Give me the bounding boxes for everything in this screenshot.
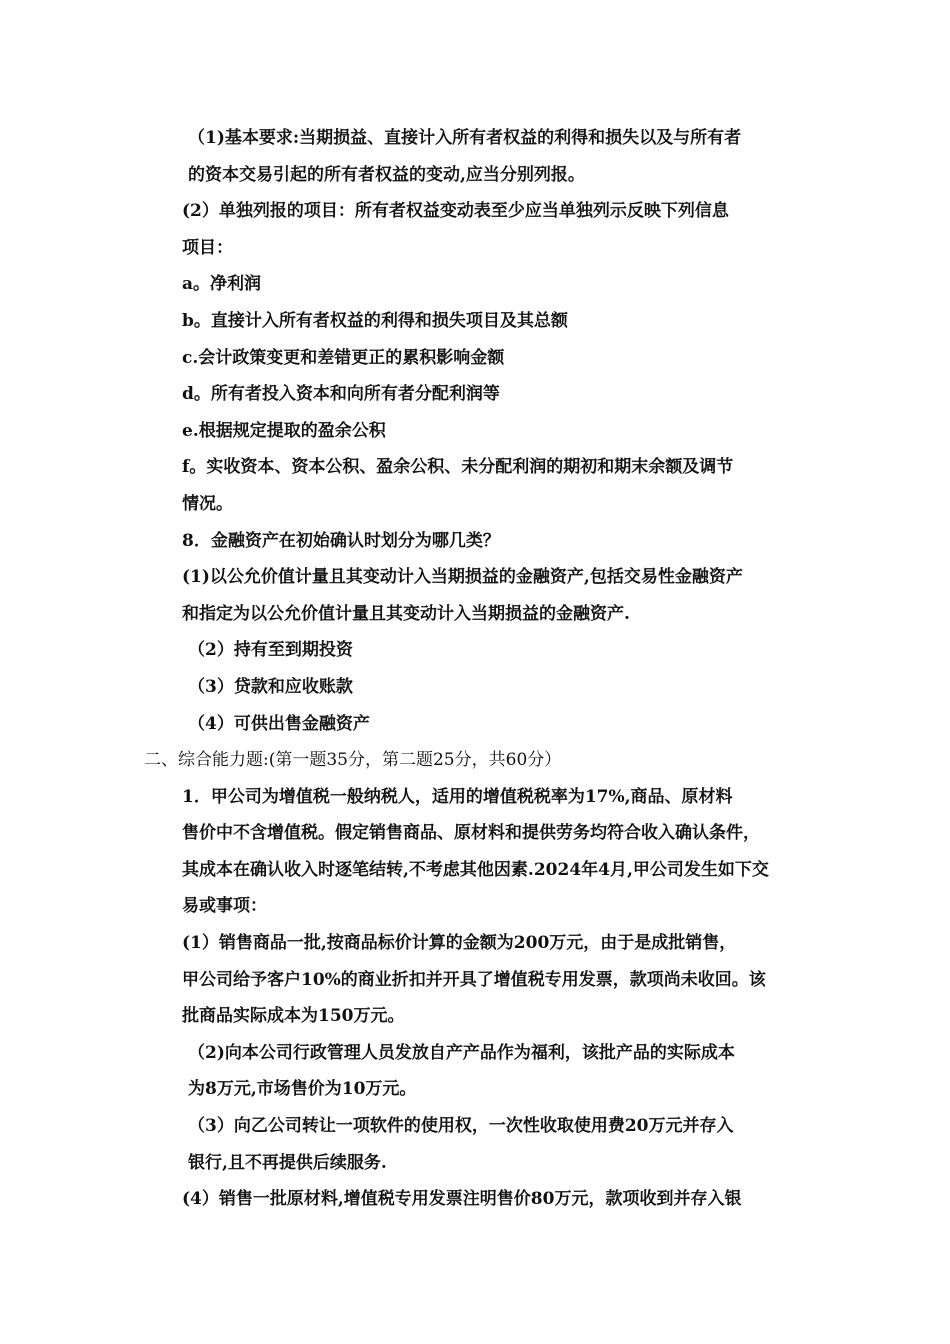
list-item-d: [144, 376, 808, 413]
text-line: 8．金融资产在初始确认时划分为哪几类？: [182, 530, 500, 551]
list-item-e: [144, 413, 808, 450]
question-1-item-1: [144, 925, 808, 1035]
paragraph-separate-items: [144, 193, 808, 266]
text-line: 二、综合能力题:(第一题35分，第二题25分，共60分）: [144, 750, 562, 771]
answer-8-item-4: [144, 706, 808, 743]
text-line: 的资本交易引起的所有者权益的变动,应当分别列报。: [188, 164, 585, 185]
text-line: 银行,且不再提供后续服务.: [188, 1152, 387, 1173]
text-line: 售价中不含增值税。假定销售商品、原材料和提供劳务均符合收入确认条件，: [182, 823, 760, 844]
text-line: (2）单独列报的项目：所有者权益变动表至少应当单独列示反映下列信息: [182, 201, 729, 222]
text-line: 其成本在确认收入时逐笔结转,不考虑其他因素.2024年4月,甲公司发生如下交: [182, 859, 769, 880]
text-line: 项目：: [182, 237, 233, 258]
list-item-b: [144, 303, 808, 340]
list-item-a: [144, 266, 808, 303]
text-line: e.根据规定提取的盈余公积: [182, 420, 386, 441]
text-line: 为8万元,市场售价为10万元。: [188, 1079, 417, 1100]
text-line: 批商品实际成本为150万元。: [182, 1006, 405, 1027]
text-line: （4）可供出售金融资产: [188, 713, 370, 734]
question-8-heading: [144, 523, 808, 560]
question-1-item-3: [144, 1108, 808, 1181]
text-line: b。直接计入所有者权益的利得和损失项目及其总额: [182, 310, 568, 331]
answer-8-item-3: [144, 669, 808, 706]
text-line: （2)向本公司行政管理人员发放自产产品作为福利，该批产品的实际成本: [188, 1042, 735, 1063]
list-item-c: [144, 340, 808, 377]
text-line: 情况。: [182, 493, 233, 514]
text-line: c.会计政策变更和差错更正的累积影响金额: [182, 347, 505, 368]
list-item-f: [144, 449, 808, 522]
text-line: （1)基本要求:当期损益、直接计入所有者权益的利得和损失以及与所有者: [188, 128, 742, 148]
text-line: d。所有者投入资本和向所有者分配利润等: [182, 384, 500, 405]
text-line: (1）销售商品一批,按商品标价计算的金额为200万元，由于是成批销售，: [182, 933, 737, 954]
section-heading-comprehensive: [144, 742, 808, 779]
text-line: （2）持有至到期投资: [188, 640, 353, 661]
answer-8-item-1: [144, 559, 808, 632]
question-1-item-4: [144, 1181, 808, 1218]
text-line: 易或事项：: [182, 896, 267, 917]
text-line: (1)以公允价值计量且其变动计入当期损益的金融资产,包括交易性金融资产: [182, 567, 743, 588]
document-body: [144, 120, 808, 1218]
text-line: f。实收资本、资本公积、盈余公积、未分配利润的期初和期末余额及调节: [182, 457, 734, 478]
text-line: 甲公司给予客户10%的商业折扣并开具了增值税专用发票，款项尚未收回。该: [182, 969, 766, 990]
question-1-item-2: [144, 1035, 808, 1108]
text-line: a。净利润: [182, 274, 262, 295]
paragraph-basic-requirements: [144, 120, 808, 193]
text-line: (4）销售一批原材料,增值税专用发票注明售价80万元，款项收到并存入银: [182, 1189, 742, 1210]
question-1-statement: [144, 779, 808, 925]
text-line: （3）向乙公司转让一项软件的使用权，一次性收取使用费20万元并存入: [188, 1116, 734, 1137]
answer-8-item-2: [144, 632, 808, 669]
text-line: 和指定为以公允价值计量且其变动计入当期损益的金融资产.: [182, 603, 630, 624]
text-line: 1．甲公司为增值税一般纳税人，适用的增值税税率为17%,商品、原材料: [182, 786, 733, 807]
text-line: （3）贷款和应收账款: [188, 676, 353, 697]
